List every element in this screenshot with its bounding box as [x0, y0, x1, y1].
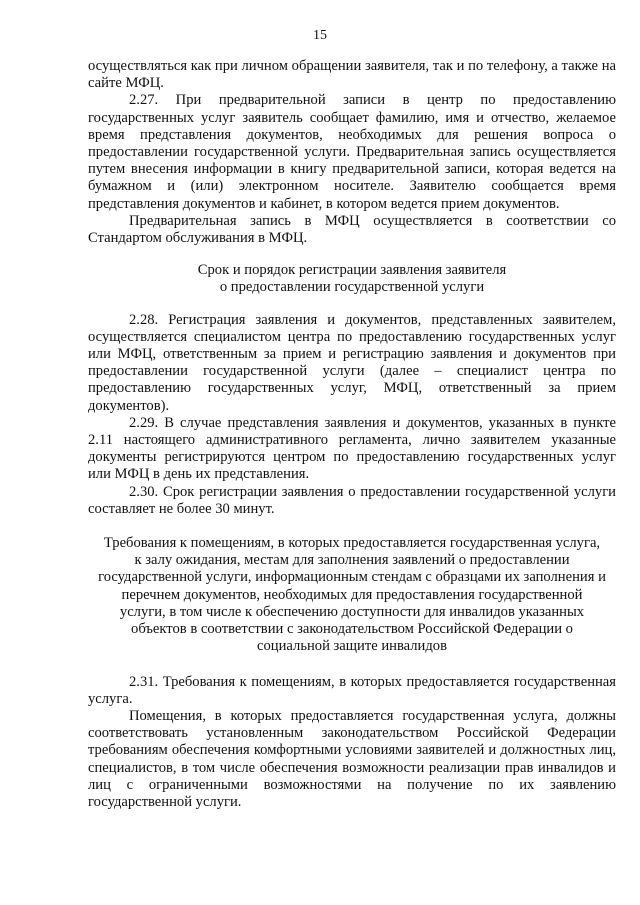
heading-line: объектов в соответствии с законодательством Российской Федерации о	[131, 621, 573, 638]
document-body	[88, 58, 616, 811]
paragraph-2-31: 2.31. Требования к помещениям, в которых предоставляется государственная услуга.	[88, 673, 616, 707]
paragraph-2-30: 2.30. Срок регистрации заявления о предоставлении государственной услуги составляет не более 30 минут.	[88, 483, 616, 517]
heading-line: социальной защите инвалидов	[257, 638, 447, 655]
paragraph-2-29: 2.29. В случае представления заявления и документов, указанных в пункте 2.11 настоящего административного регламента, лично заявителем указанные документы регистрируются центром по предоставлению государственных услуг или МФЦ в день их представления.	[88, 414, 616, 483]
heading-line: о предоставлении государственной услуги	[219, 279, 485, 296]
section-heading-registration	[88, 262, 616, 296]
heading-line: перечнем документов, необходимых для предоставления государственной	[121, 586, 583, 603]
paragraph-premises-requirements: Помещения, в которых предоставляется государственная услуга, должны соответствовать установленным законодательством Российской Федерации требованиям обеспечения комфортными условиями заявителей и должностных лиц, специалистов, в том числе обеспечения возможности реализации прав инвалидов и лиц с ограниченными возможностями на получение по их заявлению государственной услуги.	[88, 707, 616, 810]
paragraph-prerecord-standard: Предварительная запись в МФЦ осуществляется в соответствии со Стандартом обслуживания в МФЦ.	[88, 212, 616, 247]
paragraph-2-27: 2.27. При предварительной записи в центр по предоставлению государственных услуг заявитель сообщает фамилию, имя и отчество, желаемое время представления документов, необходимых для решения вопроса о предоставлении государственной услуги. Предварительная запись осуществляется путем внесения информации в книгу предварительной записи, которая ведется на бумажном и (или) электронном носителе. Заявителю сообщается время представления документов и кабинет, в котором ведется прием документов.	[88, 92, 616, 212]
heading-line: Срок и порядок регистрации заявления заявителя	[197, 262, 507, 279]
page-number: 15	[313, 28, 327, 43]
heading-line: Требования к помещениям, в которых предоставляется государственная услуга,	[103, 535, 601, 552]
paragraph-2-28: 2.28. Регистрация заявления и документов, представленных заявителем, осуществляется специалистом центра по предоставлению государственных услуг или МФЦ, ответственным за прием и регистрацию заявления и документов при предоставлении государственной услуги (далее – специалист центра по предоставлению государственных услуг, МФЦ, ответственный за прием документов).	[88, 311, 616, 414]
heading-line: услуги, в том числе к обеспечению доступности для инвалидов указанных	[119, 603, 585, 620]
heading-line: к залу ожидания, местам для заполнения заявлений о предоставлении	[134, 552, 570, 569]
heading-line: государственной услуги, информационным стендам с образцами их заполнения и	[98, 569, 606, 586]
paragraph-continuation: осуществляться как при личном обращении заявителя, так и по телефону, а также на сайте МФЦ.	[88, 58, 616, 92]
section-heading-premises	[88, 535, 616, 655]
